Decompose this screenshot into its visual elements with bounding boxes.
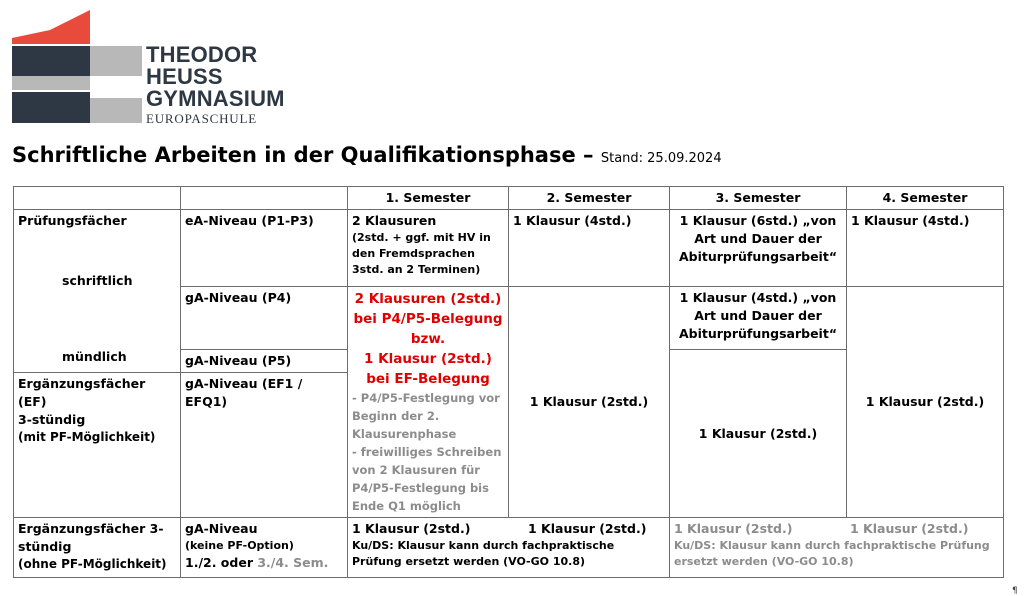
header-empty-2	[181, 187, 348, 210]
row-ea	[14, 210, 1004, 287]
cell-pruefungsfaecher	[14, 210, 181, 373]
ef2-sem-a: 1./2. oder	[185, 555, 258, 570]
last-s1: 1 Klausur (2std.)	[352, 521, 471, 536]
header-empty-1	[14, 187, 181, 210]
last-s2: 1 Klausur (2std.)	[528, 521, 647, 536]
title-date: Stand: 25.09.2024	[600, 151, 722, 166]
label-schriftlich: schriftlich	[62, 273, 133, 288]
cell-ga-p4-s3: 1 Klausur (4std.) „von Art und Dauer der Abiturprüfungsarbeit“	[670, 287, 847, 350]
cell-ga-p4: gA-Niveau (P4)	[181, 287, 348, 350]
label-muendlich: mündlich	[62, 349, 127, 364]
cell-ef-label	[14, 373, 181, 518]
logo-red-shape	[12, 10, 90, 38]
ef2-label: Ergänzungsfächer 3-stündig	[18, 521, 164, 554]
cell-ea-s1	[348, 210, 509, 287]
title-main: Schriftliche Arbeiten in der Qualifikationsphase	[12, 143, 576, 167]
cell-ea-s3: 1 Klausur (6std.) „von Art und Dauer der Abiturprüfungsarbeit“	[670, 210, 847, 287]
logo-dark-block-bottom	[12, 92, 90, 123]
header-semester-4: 4. Semester	[847, 187, 1004, 210]
cell-ea-s2: 1 Klausur (4std.)	[509, 210, 670, 287]
cell-mid-s4: 1 Klausur (2std.)	[847, 287, 1004, 518]
row-ef2	[14, 518, 1004, 578]
last-s3: 1 Klausur (2std.)	[674, 521, 793, 536]
cell-ga-p5: gA-Niveau (P5)	[181, 350, 348, 373]
last-note-2: Ku/DS: Klausur kann durch fachpraktische Prüfung ersetzt werden (VO-GO 10.8)	[674, 539, 990, 568]
cell-ea-s4: 1 Klausur (4std.)	[847, 210, 1004, 287]
cell-last-s3-s4	[670, 518, 1004, 578]
red-text-1: 2 Klausuren (2std.) bei P4/P5-Belegung	[353, 291, 503, 327]
title-dash: –	[583, 143, 594, 167]
grey-bullet-2: - freiwilliges Schreiben von 2 Klausuren für P4/P5-Festlegung bis Ende Q1 möglich	[352, 445, 502, 513]
logo-grey-block-mid	[12, 76, 90, 90]
red-text-2: 1 Klausur (2std.) bei EF-Belegung	[364, 351, 492, 387]
ea-s1-main: 2 Klausuren	[352, 213, 437, 228]
ef-sub2: (mit PF-Möglichkeit)	[18, 430, 156, 444]
paragraph-mark: ¶	[1012, 586, 1018, 596]
header-semester-3: 3. Semester	[670, 187, 847, 210]
header-semester-1: 1. Semester	[348, 187, 509, 210]
cell-ef2-label	[14, 518, 181, 578]
logo-red-wedge	[12, 38, 90, 44]
label-pruefungsfaecher: Prüfungsfächer	[18, 213, 127, 228]
logo-subtitle: EUROPASCHULE	[146, 111, 257, 126]
ea-s1-note: (2std. + ggf. mit HV in den Fremdsprachen 3std. an 2 Terminen)	[352, 231, 491, 276]
exam-table	[13, 186, 1004, 578]
logo-grey-block-bottom	[90, 98, 142, 123]
logo-wordmark	[146, 44, 285, 110]
ef2-sem-b: 3./4. Sem.	[257, 555, 329, 570]
logo-line-3: GYMNASIUM	[146, 86, 285, 111]
ef2-niveau-sub: (keine PF-Option)	[185, 539, 294, 552]
logo-line-2: HEUSS	[146, 64, 223, 89]
ef2-sub: (ohne PF-Möglichkeit)	[18, 557, 167, 571]
ef-sub: 3-stündig	[18, 412, 86, 427]
header-row	[14, 187, 1004, 210]
page-title	[12, 143, 722, 167]
grey-bullet-1: - P4/P5-Festlegung vor Beginn der 2. Klausurenphase	[352, 391, 500, 441]
last-s3-s4-values	[674, 520, 999, 538]
last-s1-s2-values	[352, 520, 665, 538]
last-s4: 1 Klausur (2std.)	[850, 521, 969, 536]
cell-ea-niveau: eA-Niveau (P1-P3)	[181, 210, 348, 287]
cell-ef-niveau: gA-Niveau (EF1 / EFQ1)	[181, 373, 348, 518]
ef-label: Ergänzungsfächer (EF)	[18, 376, 146, 409]
logo-grey-block-top	[90, 46, 142, 76]
cell-mid-s2: 1 Klausur (2std.)	[509, 287, 670, 518]
cell-last-s1-s2	[348, 518, 670, 578]
header-semester-2: 2. Semester	[509, 187, 670, 210]
logo-line-1: THEODOR	[146, 42, 258, 67]
ef2-niveau: gA-Niveau	[185, 521, 258, 536]
cell-mid-s3: 1 Klausur (2std.)	[670, 350, 847, 518]
cell-ef2-niveau	[181, 518, 348, 578]
red-text-bzw: bzw.	[410, 331, 446, 347]
ef2-sem	[185, 554, 343, 572]
cell-red-s1	[348, 287, 509, 518]
logo-dark-block-left	[12, 46, 90, 76]
last-note-1: Ku/DS: Klausur kann durch fachpraktische Prüfung ersetzt werden (VO-GO 10.8)	[352, 539, 615, 568]
